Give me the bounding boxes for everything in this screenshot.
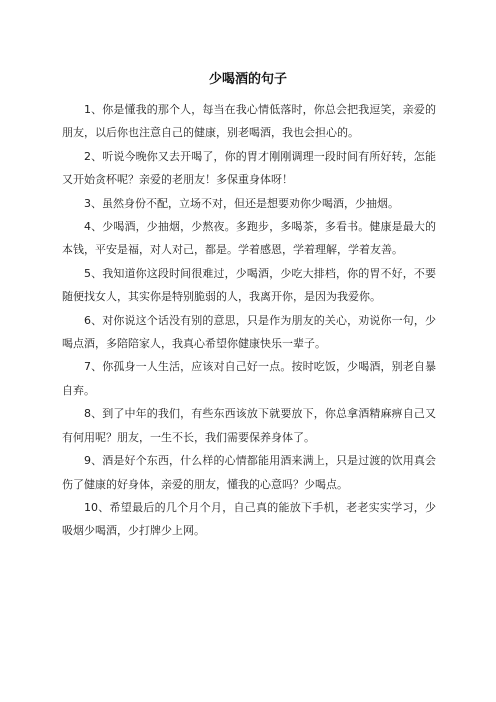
paragraph-1: 1、你是懂我的那个人，每当在我心情低落时，你总会把我逗笑，亲爱的朋友，以后你也注意自己的健康，别老喝酒，我也会担心的。: [62, 103, 436, 140]
paragraph-2: 2、听说今晚你又去开喝了，你的胃才刚刚调理一段时间有所好转，怎能又开始贪杯呢？亲爱的老朋友！多保重身体呀！: [62, 149, 436, 187]
paragraph-4: 4、少喝酒，少抽烟，少熬夜。多跑步，多喝茶，多看书。健康是最大的本钱，平安是福，对人对己，都是。学着感恩，学着理解，学着友善。: [62, 220, 436, 257]
paragraph-3: 3、虽然身份不配，立场不对，但还是想要劝你少喝酒，少抽烟。: [84, 196, 399, 210]
document-body: [62, 98, 436, 543]
paragraph-6: 6、对你说这个话没有别的意思，只是作为朋友的关心，劝说你一句，少喝点酒，多陪陪家人，我真心希望你健康快乐一辈子。: [62, 313, 436, 351]
paragraph-7: 7、你孤身一人生活，应该对自己好一点。按时吃饭，少喝酒，别老自暴自弃。: [62, 360, 436, 397]
paragraph-9: 9、酒是好个东西，什么样的心情都能用酒来满上，只是过渡的饮用真会伤了健康的好身体，亲爱的朋友，懂我的心意吗？少喝点。: [62, 454, 436, 491]
document-title: 少喝酒的句子: [208, 72, 287, 87]
paragraph-5: 5、我知道你这段时间很难过，少喝酒，少吃大排档，你的胃不好，不要随便找女人，其实你是特别脆弱的人，我离开你，是因为我爱你。: [62, 266, 436, 304]
paragraph-8: 8、到了中年的我们，有些东西该放下就要放下，你总拿酒精麻痹自己又有何用呢？朋友，一生不长，我们需要保养身体了。: [62, 407, 436, 444]
paragraph-10: 10、希望最后的几个月个月，自己真的能放下手机，老老实实学习，少吸烟少喝酒，少打牌少上网。: [62, 500, 436, 538]
